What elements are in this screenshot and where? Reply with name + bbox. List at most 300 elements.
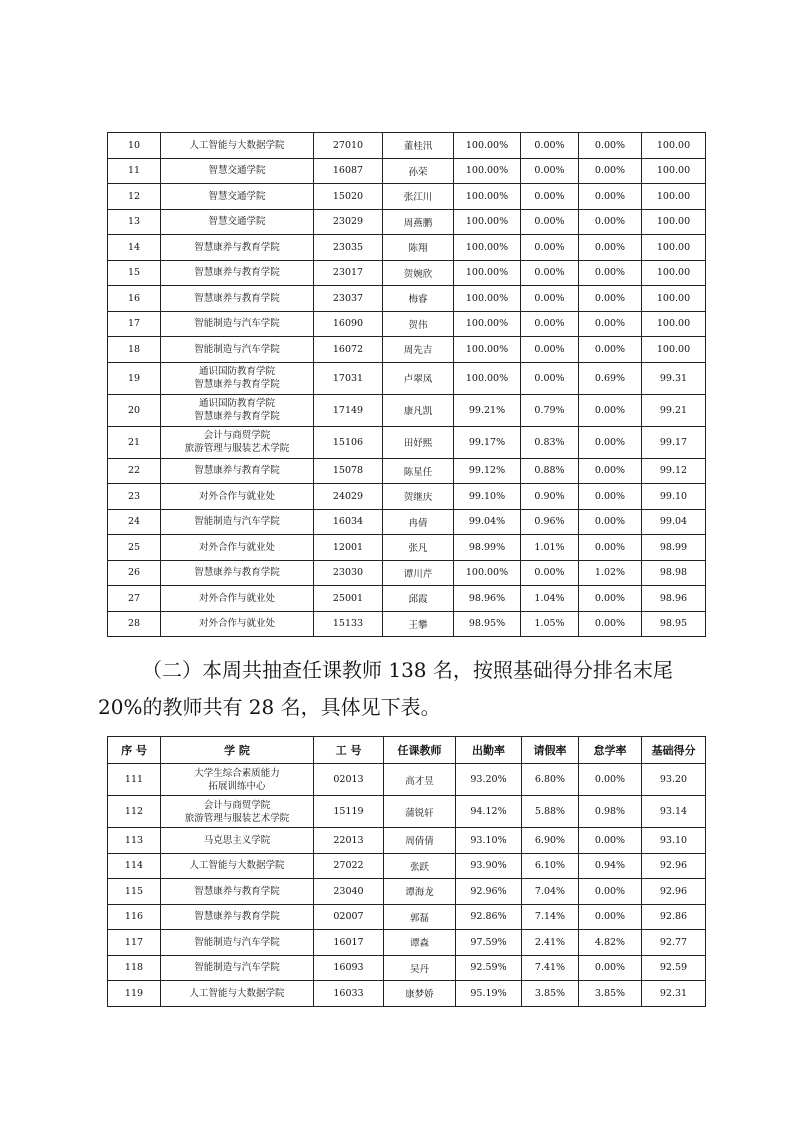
cell-college <box>161 611 314 637</box>
cell-id: 15020 <box>314 184 383 210</box>
cell-attendance: 98.95% <box>454 611 521 637</box>
cell-absent: 0.00% <box>579 426 642 458</box>
cell-no: 20 <box>108 394 161 426</box>
college-line: 智慧康养与教育学院 <box>194 465 280 477</box>
cell-name: 高才昱 <box>384 764 456 796</box>
college-line: 人工智能与大数据学院 <box>189 139 285 151</box>
college-line: 智能制造与汽车学院 <box>194 343 280 355</box>
table-row <box>108 828 706 854</box>
cell-leave: 0.00% <box>521 209 579 235</box>
cell-name: 张跃 <box>384 853 456 879</box>
cell-id: 23035 <box>314 235 383 261</box>
cell-leave: 0.79% <box>521 394 579 426</box>
cell-no: 115 <box>108 879 161 905</box>
cell-absent: 0.00% <box>579 235 642 261</box>
cell-no: 16 <box>108 286 161 312</box>
cell-leave: 0.00% <box>521 362 579 394</box>
cell-no: 15 <box>108 260 161 286</box>
cell-id: 23017 <box>314 260 383 286</box>
cell-name: 郭磊 <box>384 904 456 930</box>
cell-leave: 3.85% <box>522 981 579 1007</box>
cell-leave: 6.10% <box>522 853 579 879</box>
cell-attendance: 92.96% <box>456 879 522 905</box>
cell-score: 99.10 <box>642 484 706 510</box>
cell-no: 112 <box>108 796 161 828</box>
cell-score: 100.00 <box>642 235 706 261</box>
table-row <box>108 362 706 394</box>
cell-college <box>161 394 314 426</box>
cell-leave: 7.14% <box>522 904 579 930</box>
cell-id: 16033 <box>314 981 384 1007</box>
cell-attendance: 100.00% <box>454 560 521 586</box>
table-row <box>108 955 706 981</box>
header-absent: 怠学率 <box>579 737 642 764</box>
cell-leave: 1.04% <box>521 586 579 612</box>
cell-leave: 0.90% <box>521 484 579 510</box>
cell-absent: 0.69% <box>579 362 642 394</box>
cell-name: 贺继庆 <box>383 484 454 510</box>
cell-name: 周先吉 <box>383 337 454 363</box>
cell-name: 周燕鹏 <box>383 209 454 235</box>
cell-score: 99.21 <box>642 394 706 426</box>
college-line: 拓展训练中心 <box>208 780 266 792</box>
header-no: 序 号 <box>108 737 161 764</box>
cell-score: 100.00 <box>642 209 706 235</box>
cell-leave: 0.83% <box>521 426 579 458</box>
cell-no: 28 <box>108 611 161 637</box>
cell-id: 15106 <box>314 426 383 458</box>
cell-attendance: 99.04% <box>454 509 521 535</box>
cell-attendance: 99.10% <box>454 484 521 510</box>
college-line: 智慧康养与教育学院 <box>194 292 280 304</box>
college-line: 会计与商贸学院 <box>203 430 271 441</box>
cell-no: 116 <box>108 904 161 930</box>
cell-college <box>161 904 314 930</box>
cell-absent: 0.00% <box>579 394 642 426</box>
cell-absent: 4.82% <box>579 930 642 956</box>
cell-name: 康梦娇 <box>384 981 456 1007</box>
cell-name: 张凡 <box>383 535 454 561</box>
table-row <box>108 535 706 561</box>
college-line: 智慧交通学院 <box>208 216 266 228</box>
cell-absent: 0.00% <box>579 764 642 796</box>
table-row <box>108 509 706 535</box>
cell-name: 谭森 <box>384 930 456 956</box>
cell-score: 92.59 <box>642 955 706 981</box>
cell-absent: 0.00% <box>579 311 642 337</box>
cell-attendance: 93.20% <box>456 764 522 796</box>
cell-score: 98.96 <box>642 586 706 612</box>
cell-absent: 0.00% <box>579 184 642 210</box>
cell-name: 陈星任 <box>383 458 454 484</box>
cell-id: 27010 <box>314 133 383 159</box>
college-line: 智慧康养与教育学院 <box>194 379 280 390</box>
cell-id: 25001 <box>314 586 383 612</box>
table-row <box>108 133 706 159</box>
cell-score: 92.77 <box>642 930 706 956</box>
cell-score: 100.00 <box>642 158 706 184</box>
cell-absent: 0.00% <box>579 209 642 235</box>
cell-college <box>161 184 314 210</box>
cell-name: 周倩倩 <box>384 828 456 854</box>
cell-college <box>161 828 314 854</box>
cell-college <box>161 209 314 235</box>
cell-name: 田妤熙 <box>383 426 454 458</box>
cell-id: 24029 <box>314 484 383 510</box>
cell-college <box>161 879 314 905</box>
cell-no: 10 <box>108 133 161 159</box>
paragraph-text: （二）本周共抽查任课教师 138 名，按照基础得分排名末尾 20%的教师共有 28 名，具体见下表。 <box>98 658 673 719</box>
cell-attendance: 100.00% <box>454 260 521 286</box>
cell-attendance: 100.00% <box>454 311 521 337</box>
college-line: 会计与商贸学院 <box>203 799 271 811</box>
college-line: 智能制造与汽车学院 <box>194 962 280 974</box>
cell-id: 16087 <box>314 158 383 184</box>
table-row <box>108 184 706 210</box>
cell-absent: 0.00% <box>579 535 642 561</box>
cell-name: 陈翔 <box>383 235 454 261</box>
cell-score: 98.95 <box>642 611 706 637</box>
cell-absent: 1.02% <box>579 560 642 586</box>
college-line: 人工智能与大数据学院 <box>189 987 285 999</box>
cell-name: 孙荣 <box>383 158 454 184</box>
table-row <box>108 458 706 484</box>
cell-name: 卢翠凤 <box>383 362 454 394</box>
cell-no: 26 <box>108 560 161 586</box>
cell-leave: 7.04% <box>522 879 579 905</box>
cell-no: 22 <box>108 458 161 484</box>
table-row <box>108 286 706 312</box>
cell-no: 13 <box>108 209 161 235</box>
table-row <box>108 235 706 261</box>
cell-id: 27022 <box>314 853 384 879</box>
cell-score: 99.31 <box>642 362 706 394</box>
cell-college <box>161 235 314 261</box>
cell-absent: 0.94% <box>579 853 642 879</box>
cell-attendance: 94.12% <box>456 796 522 828</box>
cell-name: 谭海龙 <box>384 879 456 905</box>
cell-absent: 0.00% <box>579 586 642 612</box>
header-teacher: 任课教师 <box>384 737 456 764</box>
college-line: 智慧康养与教育学院 <box>194 241 280 253</box>
cell-leave: 5.88% <box>522 796 579 828</box>
cell-no: 27 <box>108 586 161 612</box>
cell-college <box>161 796 314 828</box>
cell-no: 24 <box>108 509 161 535</box>
cell-college <box>161 535 314 561</box>
college-line: 智能制造与汽车学院 <box>194 516 280 528</box>
table-row <box>108 337 706 363</box>
cell-no: 113 <box>108 828 161 854</box>
cell-college <box>161 362 314 394</box>
cell-no: 11 <box>108 158 161 184</box>
cell-no: 14 <box>108 235 161 261</box>
header-id: 工 号 <box>314 737 384 764</box>
cell-leave: 6.90% <box>522 828 579 854</box>
cell-college <box>161 853 314 879</box>
cell-leave: 0.00% <box>521 337 579 363</box>
cell-leave: 0.00% <box>521 260 579 286</box>
header-college: 学 院 <box>161 737 314 764</box>
cell-attendance: 97.59% <box>456 930 522 956</box>
college-line: 通识国防教育学院 <box>198 398 275 409</box>
table-row <box>108 904 706 930</box>
table-body <box>108 764 706 1007</box>
cell-leave: 1.01% <box>521 535 579 561</box>
cell-college <box>161 426 314 458</box>
cell-absent: 0.00% <box>579 158 642 184</box>
cell-absent: 0.00% <box>579 904 642 930</box>
cell-score: 99.12 <box>642 458 706 484</box>
teacher-ranking-table-bottom <box>107 736 706 1007</box>
cell-name: 张江川 <box>383 184 454 210</box>
cell-leave: 0.00% <box>521 133 579 159</box>
cell-no: 19 <box>108 362 161 394</box>
cell-name: 邱霞 <box>383 586 454 612</box>
cell-attendance: 92.59% <box>456 955 522 981</box>
header-row <box>108 737 706 764</box>
cell-score: 93.20 <box>642 764 706 796</box>
cell-id: 02007 <box>314 904 384 930</box>
cell-id: 15133 <box>314 611 383 637</box>
cell-leave: 0.96% <box>521 509 579 535</box>
table-row <box>108 586 706 612</box>
college-line: 智慧康养与教育学院 <box>194 567 280 579</box>
cell-score: 98.98 <box>642 560 706 586</box>
cell-college <box>161 311 314 337</box>
college-line: 智慧交通学院 <box>208 190 266 202</box>
cell-college <box>161 930 314 956</box>
cell-name: 董桂汛 <box>383 133 454 159</box>
cell-score: 100.00 <box>642 184 706 210</box>
cell-absent: 0.00% <box>579 828 642 854</box>
table-row <box>108 981 706 1007</box>
cell-attendance: 99.12% <box>454 458 521 484</box>
table-row <box>108 260 706 286</box>
cell-name: 蒲锐轩 <box>384 796 456 828</box>
cell-leave: 0.00% <box>521 184 579 210</box>
cell-score: 99.17 <box>642 426 706 458</box>
cell-no: 17 <box>108 311 161 337</box>
cell-name: 冉倩 <box>383 509 454 535</box>
cell-attendance: 98.96% <box>454 586 521 612</box>
table-row <box>108 611 706 637</box>
cell-id: 02013 <box>314 764 384 796</box>
cell-score: 92.96 <box>642 853 706 879</box>
cell-id: 23040 <box>314 879 384 905</box>
cell-no: 111 <box>108 764 161 796</box>
college-line: 旅游管理与服装艺术学院 <box>184 812 290 824</box>
cell-attendance: 93.10% <box>456 828 522 854</box>
college-line: 对外合作与就业处 <box>198 541 275 553</box>
cell-college <box>161 458 314 484</box>
cell-leave: 0.00% <box>521 158 579 184</box>
cell-absent: 0.00% <box>579 458 642 484</box>
cell-name: 谭川芹 <box>383 560 454 586</box>
cell-college <box>161 286 314 312</box>
cell-leave: 0.00% <box>521 235 579 261</box>
cell-college <box>161 484 314 510</box>
cell-college <box>161 981 314 1007</box>
cell-attendance: 100.00% <box>454 184 521 210</box>
cell-absent: 0.00% <box>579 133 642 159</box>
cell-id: 17031 <box>314 362 383 394</box>
cell-attendance: 93.90% <box>456 853 522 879</box>
cell-id: 16093 <box>314 955 384 981</box>
table-row <box>108 209 706 235</box>
table-row <box>108 311 706 337</box>
cell-attendance: 100.00% <box>454 158 521 184</box>
cell-id: 23037 <box>314 286 383 312</box>
cell-attendance: 100.00% <box>454 337 521 363</box>
table-row <box>108 764 706 796</box>
college-line: 智能制造与汽车学院 <box>194 936 280 948</box>
table-body <box>108 133 706 637</box>
college-line: 旅游管理与服装艺术学院 <box>184 443 290 454</box>
cell-name: 王攀 <box>383 611 454 637</box>
cell-absent: 0.98% <box>579 796 642 828</box>
college-line: 对外合作与就业处 <box>198 490 275 502</box>
cell-absent: 3.85% <box>579 981 642 1007</box>
cell-leave: 2.41% <box>522 930 579 956</box>
cell-name: 贺伟 <box>383 311 454 337</box>
cell-absent: 0.00% <box>579 955 642 981</box>
cell-score: 93.14 <box>642 796 706 828</box>
cell-attendance: 99.17% <box>454 426 521 458</box>
cell-attendance: 100.00% <box>454 235 521 261</box>
cell-id: 15078 <box>314 458 383 484</box>
cell-absent: 0.00% <box>579 509 642 535</box>
cell-attendance: 95.19% <box>456 981 522 1007</box>
cell-id: 17149 <box>314 394 383 426</box>
cell-college <box>161 337 314 363</box>
cell-college <box>161 586 314 612</box>
cell-score: 92.96 <box>642 879 706 905</box>
cell-no: 119 <box>108 981 161 1007</box>
cell-college <box>161 133 314 159</box>
table-row <box>108 796 706 828</box>
cell-attendance: 100.00% <box>454 133 521 159</box>
college-line: 通识国防教育学院 <box>198 366 275 377</box>
cell-score: 92.86 <box>642 904 706 930</box>
college-line: 大学生综合素质能力 <box>194 767 280 779</box>
table-row <box>108 426 706 458</box>
cell-college <box>161 764 314 796</box>
college-line: 人工智能与大数据学院 <box>189 860 285 872</box>
cell-id: 22013 <box>314 828 384 854</box>
cell-id: 16034 <box>314 509 383 535</box>
cell-id: 23029 <box>314 209 383 235</box>
cell-score: 100.00 <box>642 133 706 159</box>
college-line: 智慧交通学院 <box>208 165 266 177</box>
college-line: 智慧康养与教育学院 <box>194 267 280 279</box>
table-row <box>108 853 706 879</box>
teacher-ranking-table-top <box>107 132 706 637</box>
cell-name: 贺婉欣 <box>383 260 454 286</box>
cell-no: 114 <box>108 853 161 879</box>
cell-college <box>161 509 314 535</box>
cell-id: 16090 <box>314 311 383 337</box>
cell-no: 25 <box>108 535 161 561</box>
cell-no: 21 <box>108 426 161 458</box>
cell-leave: 0.00% <box>521 560 579 586</box>
cell-college <box>161 560 314 586</box>
cell-score: 92.31 <box>642 981 706 1007</box>
cell-name: 康凡凯 <box>383 394 454 426</box>
cell-score: 100.00 <box>642 286 706 312</box>
college-line: 马克思主义学院 <box>203 834 271 846</box>
cell-id: 23030 <box>314 560 383 586</box>
section-paragraph <box>98 652 698 726</box>
college-line: 智能制造与汽车学院 <box>194 318 280 330</box>
cell-id: 16072 <box>314 337 383 363</box>
cell-absent: 0.00% <box>579 611 642 637</box>
cell-attendance: 99.21% <box>454 394 521 426</box>
cell-no: 23 <box>108 484 161 510</box>
cell-no: 12 <box>108 184 161 210</box>
cell-attendance: 92.86% <box>456 904 522 930</box>
college-line: 智慧康养与教育学院 <box>194 885 280 897</box>
cell-college <box>161 955 314 981</box>
cell-score: 98.99 <box>642 535 706 561</box>
college-line: 智慧康养与教育学院 <box>194 911 280 923</box>
cell-attendance: 98.99% <box>454 535 521 561</box>
cell-leave: 7.41% <box>522 955 579 981</box>
cell-id: 16017 <box>314 930 384 956</box>
cell-absent: 0.00% <box>579 879 642 905</box>
cell-attendance: 100.00% <box>454 362 521 394</box>
table-row <box>108 879 706 905</box>
cell-attendance: 100.00% <box>454 209 521 235</box>
header-leave: 请假率 <box>522 737 579 764</box>
cell-college <box>161 260 314 286</box>
cell-absent: 0.00% <box>579 337 642 363</box>
college-line: 对外合作与就业处 <box>198 618 275 630</box>
cell-no: 117 <box>108 930 161 956</box>
cell-no: 18 <box>108 337 161 363</box>
cell-no: 118 <box>108 955 161 981</box>
cell-id: 12001 <box>314 535 383 561</box>
college-line: 智慧康养与教育学院 <box>194 411 280 422</box>
cell-leave: 0.00% <box>521 286 579 312</box>
cell-absent: 0.00% <box>579 260 642 286</box>
header-score: 基础得分 <box>642 737 706 764</box>
cell-leave: 1.05% <box>521 611 579 637</box>
cell-score: 93.10 <box>642 828 706 854</box>
cell-score: 100.00 <box>642 311 706 337</box>
header-attendance: 出勤率 <box>456 737 522 764</box>
table-row <box>108 394 706 426</box>
cell-absent: 0.00% <box>579 484 642 510</box>
cell-leave: 6.80% <box>522 764 579 796</box>
cell-attendance: 100.00% <box>454 286 521 312</box>
cell-score: 100.00 <box>642 260 706 286</box>
cell-id: 15119 <box>314 796 384 828</box>
cell-college <box>161 158 314 184</box>
cell-score: 100.00 <box>642 337 706 363</box>
cell-score: 99.04 <box>642 509 706 535</box>
table-row <box>108 158 706 184</box>
cell-leave: 0.88% <box>521 458 579 484</box>
college-line: 对外合作与就业处 <box>198 592 275 604</box>
cell-leave: 0.00% <box>521 311 579 337</box>
table-row <box>108 930 706 956</box>
table-row <box>108 484 706 510</box>
cell-absent: 0.00% <box>579 286 642 312</box>
table-row <box>108 560 706 586</box>
cell-name: 吴丹 <box>384 955 456 981</box>
cell-name: 梅睿 <box>383 286 454 312</box>
